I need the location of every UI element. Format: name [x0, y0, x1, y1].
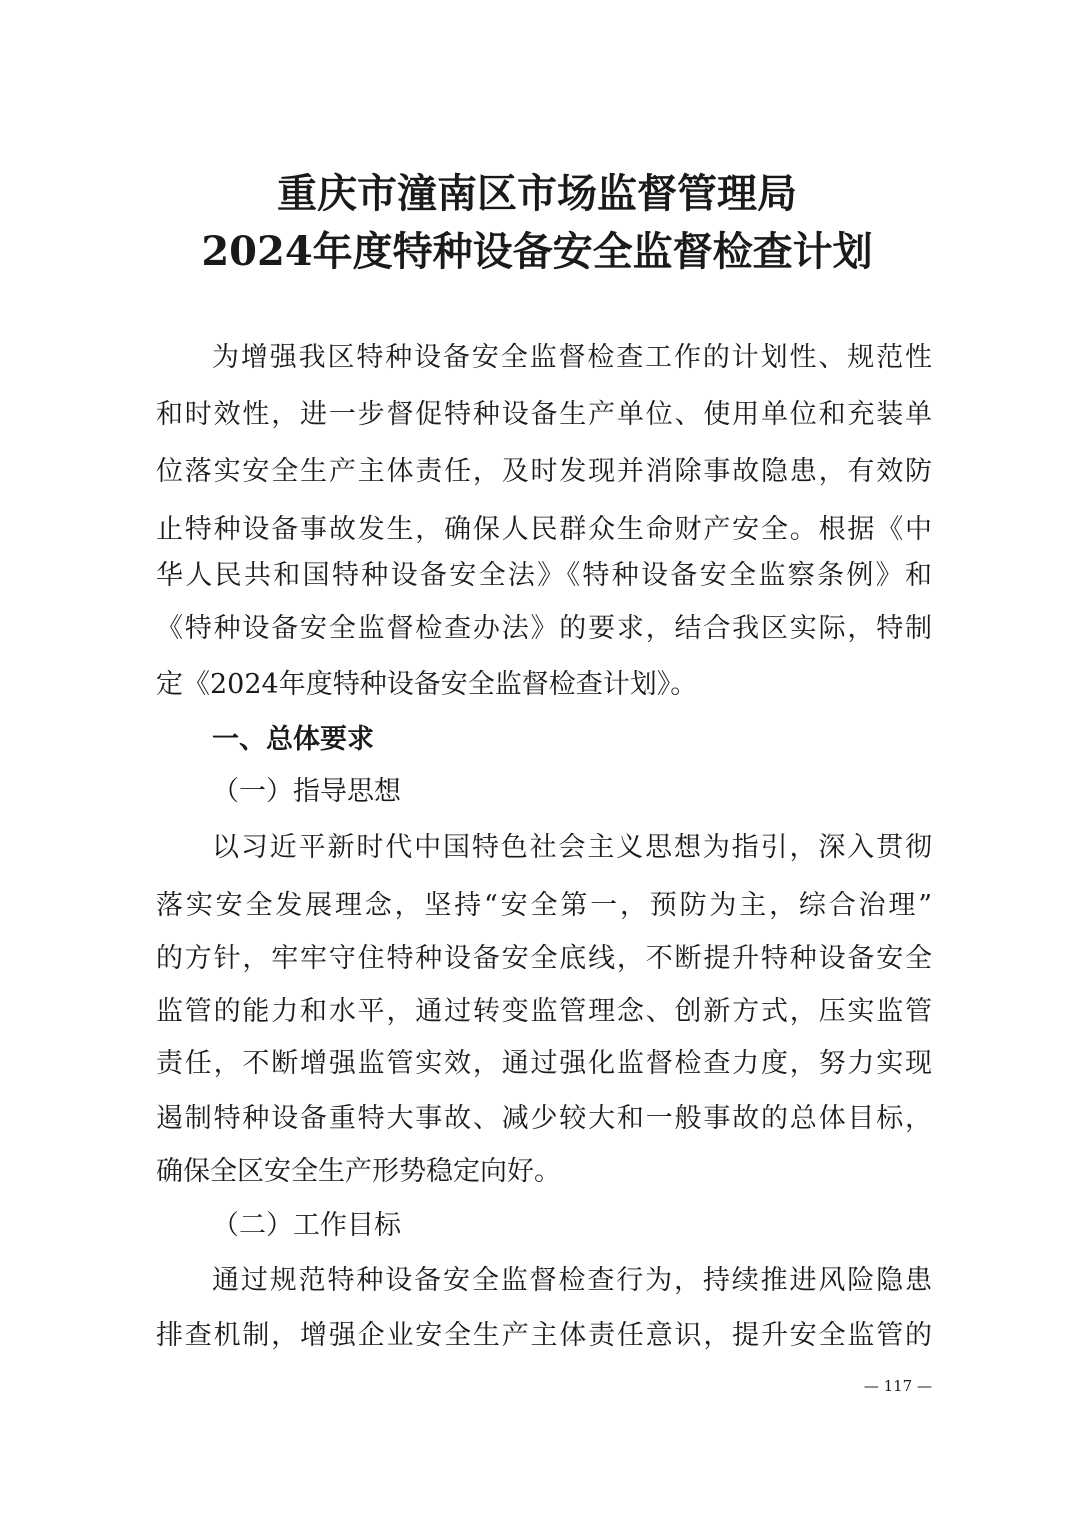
text-line: 监管的能力和水平，通过转变监管理念、创新方式，压实监管	[156, 996, 932, 1027]
text-line: 《特种设备安全监督检查办法》的要求，结合我区实际，特制	[156, 613, 932, 644]
text-line: 责任，不断增强监管实效，通过强化监督检查力度，努力实现	[156, 1048, 932, 1079]
text-line: 为增强我区特种设备安全监督检查工作的计划性、规范性	[212, 342, 932, 373]
subsection-heading-guiding-ideology: （一）指导思想	[212, 776, 401, 807]
text-line: 落实安全发展理念，坚持“安全第一，预防为主，综合治理”	[156, 890, 932, 921]
document-title-line-1: 重庆市潼南区市场监督管理局	[277, 170, 797, 217]
text-line: 遏制特种设备重特大事故、减少较大和一般事故的总体目标，	[156, 1103, 932, 1134]
text-line: 止特种设备事故发生，确保人民群众生命财产安全。根据《中	[156, 514, 932, 545]
text-line: 和时效性，进一步督促特种设备生产单位、使用单位和充装单	[156, 399, 932, 430]
text-line: 定《2024年度特种设备安全监督检查计划》。	[156, 669, 698, 700]
page-number: — 117 —	[863, 1377, 932, 1395]
subsection-heading-work-goals: （二）工作目标	[212, 1210, 401, 1241]
text-line: 以习近平新时代中国特色社会主义思想为指引，深入贯彻	[212, 832, 932, 863]
document-title-line-2: 2024年度特种设备安全监督检查计划	[201, 228, 873, 275]
text-line: 的方针，牢牢守住特种设备安全底线，不断提升特种设备安全	[156, 943, 932, 974]
text-line: 位落实安全生产主体责任，及时发现并消除事故隐患，有效防	[156, 456, 932, 487]
section-heading-general-requirements: 一、总体要求	[212, 724, 374, 755]
text-line: 排查机制，增强企业安全生产主体责任意识，提升安全监管的	[156, 1320, 932, 1351]
text-line: 确保全区安全生产形势稳定向好。	[156, 1156, 561, 1187]
text-line: 通过规范特种设备安全监督检查行为，持续推进风险隐患	[212, 1265, 932, 1296]
text-line: 华人民共和国特种设备安全法》《特种设备安全监察条例》和	[156, 560, 932, 591]
